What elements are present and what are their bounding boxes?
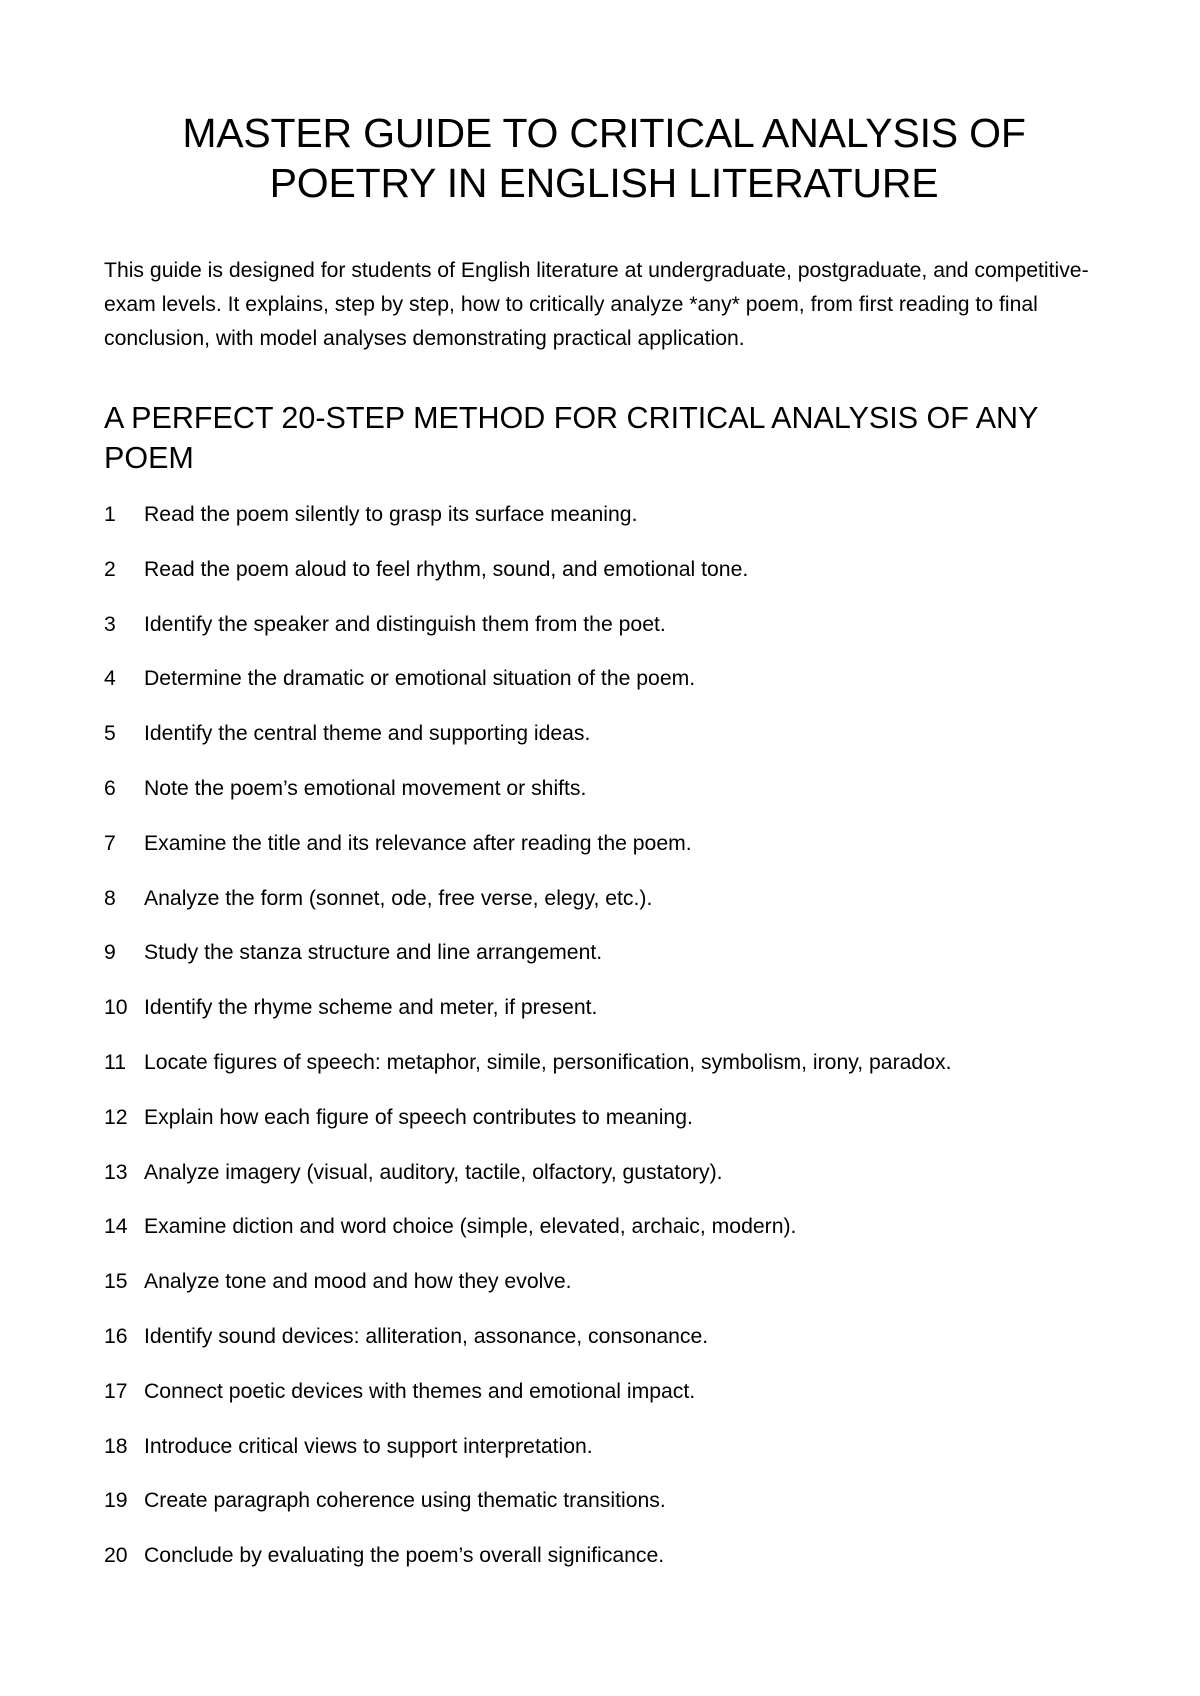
step-number: 9 <box>104 941 116 965</box>
list-item <box>104 1486 1104 1541</box>
step-number: 5 <box>104 722 116 746</box>
step-number: 15 <box>104 1270 128 1294</box>
list-item <box>104 1212 1104 1267</box>
step-text: Examine the title and its relevance after reading the poem. <box>144 831 692 855</box>
step-text: Identify the central theme and supporting ideas. <box>144 722 591 746</box>
step-text: Identify the speaker and distinguish them from the poet. <box>144 612 666 636</box>
step-text: Identify sound devices: alliteration, assonance, consonance. <box>144 1324 709 1348</box>
list-item <box>104 884 1104 939</box>
list-item <box>104 719 1104 774</box>
step-number: 10 <box>104 996 128 1020</box>
list-item <box>104 993 1104 1048</box>
step-text: Read the poem silently to grasp its surface meaning. <box>144 503 638 526</box>
step-number: 2 <box>104 557 116 581</box>
list-item <box>104 938 1104 993</box>
step-number: 3 <box>104 612 116 636</box>
step-number: 7 <box>104 831 116 855</box>
list-item <box>104 1541 1104 1596</box>
step-number: 20 <box>104 1544 128 1568</box>
step-text: Introduce critical views to support interpretation. <box>144 1434 593 1458</box>
step-text: Identify the rhyme scheme and meter, if present. <box>144 996 598 1020</box>
step-text: Locate figures of speech: metaphor, simile, personification, symbolism, irony, paradox. <box>144 1050 952 1074</box>
list-item <box>104 1322 1104 1377</box>
step-number: 17 <box>104 1379 128 1403</box>
list-item <box>104 555 1104 610</box>
step-number: 11 <box>104 1050 126 1074</box>
list-item <box>104 1103 1104 1158</box>
list-item <box>104 610 1104 665</box>
list-item <box>104 774 1104 829</box>
list-item <box>104 1048 1104 1103</box>
list-item <box>104 1432 1104 1487</box>
step-number: 12 <box>104 1105 128 1129</box>
document-page <box>104 0 1104 1696</box>
step-number: 4 <box>104 667 116 691</box>
step-number: 14 <box>104 1215 128 1239</box>
step-text: Analyze tone and mood and how they evolve. <box>144 1270 572 1294</box>
steps-list <box>104 500 1104 1596</box>
list-item <box>104 1158 1104 1213</box>
step-text: Connect poetic devices with themes and emotional impact. <box>144 1379 696 1403</box>
step-text: Explain how each figure of speech contributes to meaning. <box>144 1105 693 1129</box>
step-number: 16 <box>104 1324 128 1348</box>
step-text: Note the poem’s emotional movement or shifts. <box>144 776 587 800</box>
step-number: 6 <box>104 776 116 800</box>
step-text: Conclude by evaluating the poem’s overall significance. <box>144 1544 665 1568</box>
list-item <box>104 500 1104 555</box>
step-text: Create paragraph coherence using thematic transitions. <box>144 1489 666 1513</box>
step-number: 1 <box>104 503 116 526</box>
step-number: 18 <box>104 1434 128 1458</box>
list-item <box>104 829 1104 884</box>
step-number: 13 <box>104 1160 128 1184</box>
step-text: Read the poem aloud to feel rhythm, sound, and emotional tone. <box>144 557 749 581</box>
step-text: Study the stanza structure and line arrangement. <box>144 941 603 965</box>
list-item <box>104 664 1104 719</box>
step-text: Analyze the form (sonnet, ode, free verse, elegy, etc.). <box>144 886 653 910</box>
step-text: Examine diction and word choice (simple, elevated, archaic, modern). <box>144 1215 797 1239</box>
intro-paragraph: This guide is designed for students of English literature at undergraduate, postgraduate, and competitive-exam levels. It explains, step by step, how to critically analyze *any* poem, from first reading to final conclusion, with model analyses demonstrating practical application. <box>104 259 1089 350</box>
section-heading: A PERFECT 20-STEP METHOD FOR CRITICAL ANALYSIS OF ANY POEM <box>104 401 1038 475</box>
step-text: Analyze imagery (visual, auditory, tactile, olfactory, gustatory). <box>144 1160 723 1184</box>
step-number: 8 <box>104 886 116 910</box>
document-title: MASTER GUIDE TO CRITICAL ANALYSIS OF POETRY IN ENGLISH LITERATURE <box>182 110 1026 206</box>
list-item <box>104 1377 1104 1432</box>
step-number: 19 <box>104 1489 128 1513</box>
list-item <box>104 1267 1104 1322</box>
step-text: Determine the dramatic or emotional situation of the poem. <box>144 667 696 691</box>
